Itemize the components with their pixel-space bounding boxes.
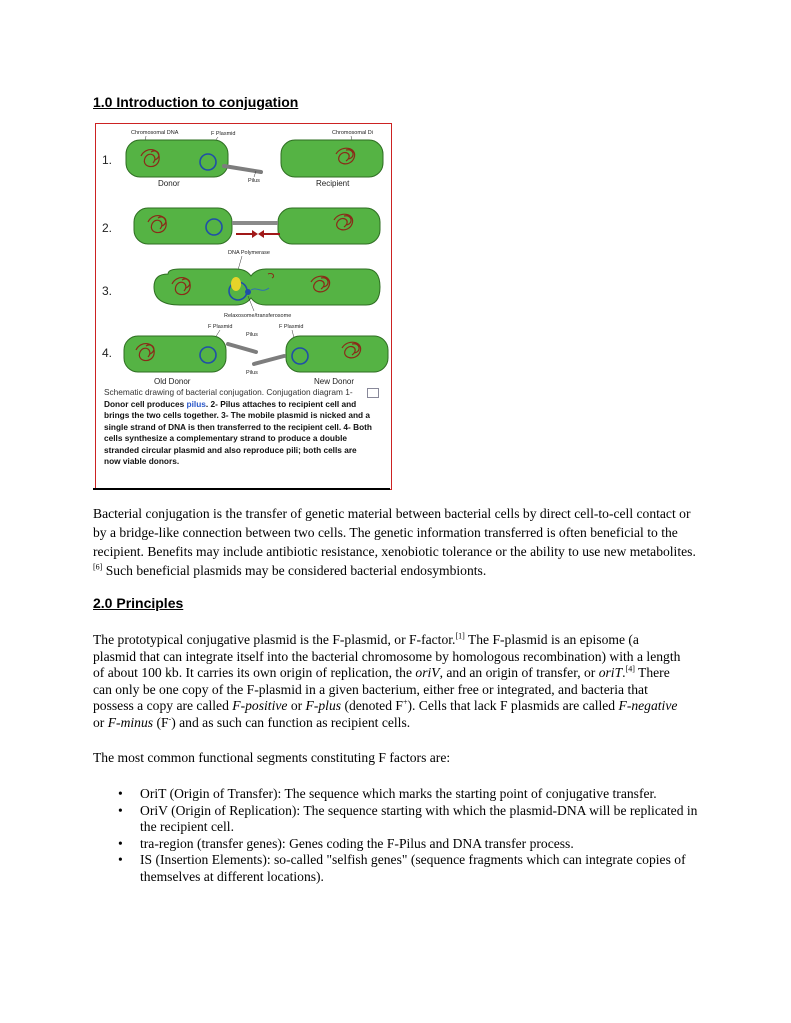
section1-heading: 1.0 Introduction to conjugation: [93, 94, 299, 110]
label-pilus-1: Pilus: [248, 178, 260, 184]
section2-heading: 2.0 Principles: [93, 595, 184, 611]
p1-text-a: The prototypical conjugative plasmid is the F-plasmid, or F-factor.: [93, 632, 456, 647]
p1-oriv: oriV: [415, 665, 440, 680]
bullet-icon: •: [118, 835, 123, 851]
p1-f-positive: F-positive: [232, 698, 288, 713]
caption-lead: Schematic drawing of bacterial conjugation. Conjugation diagram 1-: [104, 387, 353, 397]
p1-text-c: , and an origin of transfer, or: [439, 665, 599, 680]
p1-sup-plus: +: [402, 697, 408, 707]
list-item: [118, 836, 708, 853]
bullet-icon: •: [118, 802, 123, 818]
p1-f-minus: F-minus: [107, 714, 154, 730]
list-item-text: OriV (Origin of Replication): The sequence starting with which the plasmid-DNA will be replicated in the recipient cell.: [140, 802, 698, 834]
p1-text-f: or: [287, 698, 306, 713]
caption-pilus-link[interactable]: pilus: [186, 398, 206, 409]
list-item-text: IS (Insertion Elements): so-called "selfish genes" (sequence fragments which can integrate copies of themselves at different locations).: [140, 852, 686, 884]
section1-paragraph-tail: Such beneficial plasmids may be considered bacterial endosymbionts.: [102, 563, 487, 578]
bullet-icon: •: [118, 852, 123, 867]
list-item-text: OriT (Origin of Transfer): The sequence which marks the starting point of conjugative transfer.: [140, 786, 657, 801]
step-2-cells: [134, 208, 380, 244]
label-chromosomal-dna-right: Chromosomal Di: [332, 130, 373, 136]
p1-text-d: .: [622, 665, 626, 680]
p1-sup-minus: -: [168, 713, 172, 723]
label-old-donor: Old Donor: [154, 377, 191, 386]
p1-text-j: (F: [153, 714, 169, 730]
enlarge-icon[interactable]: [367, 388, 379, 398]
ref-4[interactable]: [4]: [625, 664, 635, 674]
p1-orit: oriT: [598, 665, 623, 680]
list-item: [118, 803, 708, 836]
step-3-number: 3.: [102, 284, 113, 298]
ref-6[interactable]: [6]: [93, 562, 103, 572]
section1-paragraph: [93, 504, 699, 580]
ref-1[interactable]: [1]: [455, 631, 465, 641]
label-f-plasmid-top: F Plasmid: [211, 131, 236, 137]
p1-f-plus: F-plus: [305, 698, 342, 713]
step-3-cells: [154, 250, 380, 319]
label-new-donor: New Donor: [314, 377, 355, 386]
p1-text-b: The F-plasmid is an episome (a plasmid that can integrate itself into the bacterial chromosome by homologous recombination) with a length of about 100 kb. It carries its own origin of replication, the: [93, 632, 681, 680]
section2-paragraph-2: The most common functional segments constituting F factors are:: [93, 750, 451, 765]
figure-bottom-rule: [93, 488, 390, 490]
f-factor-segments-list: [118, 786, 708, 885]
figure-caption: [104, 387, 374, 468]
p1-text-e: There can only be one copy of the F-plasmid in a given bacterium, either free or integrated, and bacteria that possess a copy are called: [93, 665, 670, 713]
label-pilus-4a: Pilus: [246, 332, 258, 338]
label-pilus-4b: Pilus: [246, 370, 258, 376]
p1-f-negative: F-negative: [618, 698, 678, 713]
conjugation-figure: [95, 123, 392, 490]
p1-text-i: or: [93, 714, 108, 730]
list-item: [118, 852, 708, 885]
label-donor: Donor: [158, 179, 180, 188]
label-f-plasmid-old: F Plasmid: [208, 324, 233, 330]
label-dna-polymerase: DNA Polymerase: [228, 250, 270, 256]
caption-part1: Donor cell produces: [104, 398, 187, 409]
step-1-cells: [126, 140, 383, 188]
section1-paragraph-text: Bacterial conjugation is the transfer of genetic material between bacterial cells by direct cell-to-cell contact or by a bridge-like connection between two cells. The genetic information transferred is often beneficial to the recipient. Benefits may include antibiotic resistance, xenobiotic tolerance or the ability to use new metabolites.: [93, 506, 696, 559]
step-1-number: 1.: [102, 153, 113, 167]
label-relaxosome: Relaxosome/transferosome: [224, 313, 292, 319]
caption-part2: . 2- Pilus attaches to recipient cell and brings the two cells together. 3- The mobile plasmid is nicked and a single strand of DNA is then transferred to the recipient cell. 4- Both cells synthesize a complementary strand to produce a double stranded circular plasmid and also reproduce pili; both cells are now viable donors.: [104, 398, 372, 466]
label-recipient: Recipient: [316, 179, 350, 188]
p1-text-g: (denoted F: [341, 698, 403, 713]
p1-text-h: ). Cells that lack F plasmids are called: [407, 698, 619, 713]
step-2-number: 2.: [102, 221, 113, 235]
list-item: [118, 786, 708, 803]
conjugation-diagram: [96, 124, 391, 386]
label-chromosomal-dna-left: Chromosomal DNA: [131, 130, 179, 136]
label-f-plasmid-new: F Plasmid: [279, 324, 304, 330]
step-4-number: 4.: [102, 346, 113, 360]
p1-text-k: ) and as such can function as recipient cells.: [171, 714, 411, 730]
bullet-icon: •: [118, 786, 123, 801]
list-item-text: tra-region (transfer genes): Genes coding the F-Pilus and DNA transfer process.: [140, 835, 574, 851]
step-4-cells: [124, 324, 388, 386]
section2-paragraph-1: [93, 632, 683, 731]
